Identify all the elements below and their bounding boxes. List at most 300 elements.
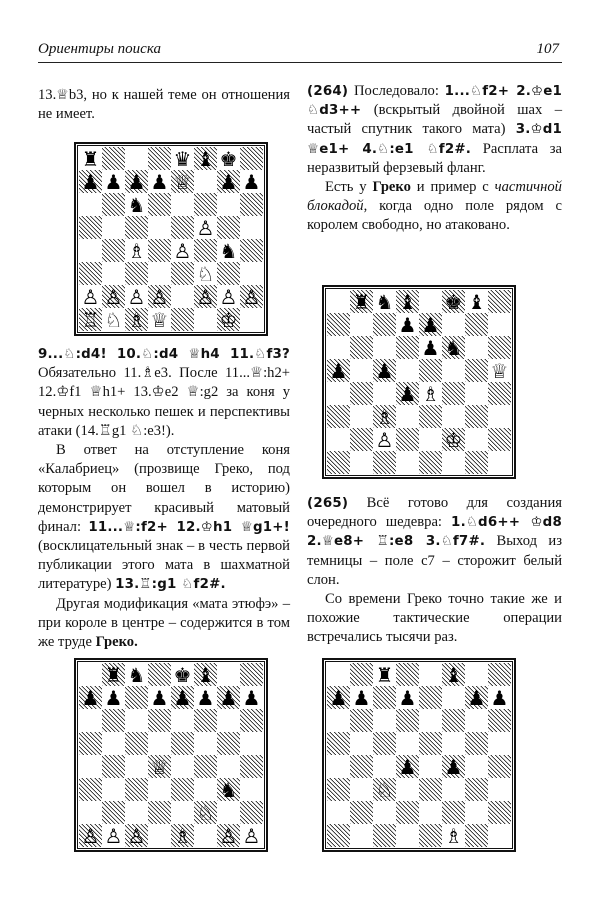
square-e5 [171,216,194,239]
square-d2 [396,428,419,451]
chess-piece-icon: ♟ [421,335,440,360]
square-b6 [102,193,125,216]
chess-piece-icon: ♟ [352,685,371,710]
square-c7 [125,686,148,709]
diagram-number-264: (264) [307,84,349,99]
square-b4 [102,755,125,778]
square-c8 [125,147,148,170]
square-d5 [148,216,171,239]
chess-piece-icon: ♟ [242,169,261,194]
square-h7 [488,686,511,709]
square-f4 [442,755,465,778]
chess-piece-icon: ♙ [127,823,146,848]
square-c4 [373,382,396,405]
square-g8 [465,663,488,686]
square-e7 [419,313,442,336]
square-c5 [373,359,396,382]
square-h6 [240,709,263,732]
mate-comment: (восклицательный знак – в честь первой публикации этого мата в шахматной литературе) [38,538,290,593]
square-a2 [327,801,350,824]
square-c1 [125,824,148,847]
square-a7 [79,170,102,193]
chess-diagram-2 [322,285,516,479]
chess-piece-icon: ♟ [329,358,348,383]
square-d7 [148,686,171,709]
square-d5 [148,732,171,755]
square-g6 [217,193,240,216]
chess-piece-icon: ♟ [81,685,100,710]
square-f2 [442,801,465,824]
chess-piece-icon: ♔ [219,307,238,332]
square-a3 [327,778,350,801]
chess-piece-icon: ♔ [444,427,463,452]
square-e4 [171,239,194,262]
square-c2 [125,801,148,824]
square-c3 [125,778,148,801]
square-c4 [125,755,148,778]
square-d6 [148,709,171,732]
square-f8 [442,290,465,313]
square-d1 [396,824,419,847]
square-a4 [327,755,350,778]
exit-text: Выход из темницы – поле c7 – сторожит белый слон. [307,533,562,588]
square-d3 [396,405,419,428]
square-d3 [148,262,171,285]
square-c1 [125,308,148,331]
square-a2 [327,428,350,451]
intro-text: b3, но к нашей теме он отношения не имеет. [38,87,290,123]
square-f5 [194,732,217,755]
square-d3 [396,778,419,801]
square-g8 [217,147,240,170]
square-f1 [194,824,217,847]
square-d8 [148,663,171,686]
modification-text: Другая модификация «мата этюфэ» – при короле в центре – содержится в том же труде [38,595,290,651]
chess-piece-icon: ♟ [398,381,417,406]
square-d8 [148,147,171,170]
square-c8 [373,663,396,686]
square-h2 [488,428,511,451]
header-rule [38,62,562,63]
square-c8 [373,290,396,313]
square-b2 [350,801,373,824]
chess-piece-icon: ♗ [173,823,192,848]
square-d3 [148,778,171,801]
square-c7 [373,686,396,709]
chess-piece-icon: ♟ [444,754,463,779]
square-b5 [102,732,125,755]
square-c2 [125,285,148,308]
square-b1 [350,824,373,847]
square-h6 [488,336,511,359]
square-f2 [194,801,217,824]
square-c3 [373,778,396,801]
square-e7 [171,170,194,193]
square-c1 [373,451,396,474]
square-e2 [419,801,442,824]
right-body [307,494,562,648]
square-e5 [419,732,442,755]
partial-blockade-italic: частичной блокадой [307,179,562,215]
square-d2 [148,801,171,824]
square-f6 [442,709,465,732]
since-greco-text: Со времени Греко точно такие же и похожие тактические операции встречались тысячи раз. [307,591,562,646]
square-e1 [419,451,442,474]
square-f2 [194,285,217,308]
square-h5 [240,216,263,239]
square-b8 [102,147,125,170]
square-h6 [240,193,263,216]
square-f6 [194,193,217,216]
square-f8 [194,663,217,686]
square-d1 [148,824,171,847]
chess-piece-icon: ♞ [444,335,463,360]
square-d8 [396,663,419,686]
chess-piece-icon: ♝ [444,662,463,687]
square-d7 [396,313,419,336]
square-a6 [79,709,102,732]
square-h7 [488,313,511,336]
square-g5 [465,359,488,382]
square-c3 [125,262,148,285]
square-d5 [396,359,419,382]
square-a8 [79,663,102,686]
square-b3 [350,405,373,428]
square-g5 [465,732,488,755]
left-body [38,345,290,652]
chess-piece-icon: ♗ [375,404,394,429]
square-b8 [350,290,373,313]
square-f6 [442,336,465,359]
square-b7 [102,170,125,193]
square-c5 [373,732,396,755]
square-a6 [327,709,350,732]
square-e5 [419,359,442,382]
square-h3 [240,778,263,801]
square-d4 [148,239,171,262]
chess-piece-icon: ♞ [127,192,146,217]
square-h5 [488,359,511,382]
square-b6 [350,336,373,359]
square-d2 [148,285,171,308]
chess-piece-icon: ♟ [127,169,146,194]
square-g2 [465,428,488,451]
square-b3 [102,262,125,285]
square-a6 [327,336,350,359]
square-h8 [240,147,263,170]
greco-example-b: и пример с [410,179,495,196]
intro-move: 13. [38,87,57,103]
square-c5 [125,732,148,755]
square-f5 [194,216,217,239]
square-g1 [465,824,488,847]
square-h8 [240,663,263,686]
chess-piece-icon: ♘ [196,261,215,286]
page-number: 107 [536,41,559,57]
square-h3 [240,262,263,285]
square-g4 [217,755,240,778]
chess-piece-icon: ♜ [352,289,371,314]
square-h1 [488,824,511,847]
square-h4 [240,239,263,262]
square-g3 [217,778,240,801]
chess-piece-icon: ♞ [375,289,394,314]
square-a3 [79,262,102,285]
chess-piece-icon: ♖ [81,307,100,332]
square-f5 [442,359,465,382]
square-g2 [217,801,240,824]
square-h5 [240,732,263,755]
square-g7 [465,313,488,336]
chess-piece-icon: ♕ [150,754,169,779]
square-d6 [396,336,419,359]
chess-piece-icon: ♞ [219,777,238,802]
chess-piece-icon: ♟ [490,685,509,710]
chess-piece-icon: ♟ [242,685,261,710]
square-e8 [171,663,194,686]
square-e4 [419,755,442,778]
chess-piece-icon: ♚ [219,146,238,171]
square-b4 [350,755,373,778]
chess-piece-icon: ♙ [81,284,100,309]
square-g4 [217,239,240,262]
square-b5 [350,359,373,382]
chess-piece-icon: ♟ [173,685,192,710]
square-f7 [442,686,465,709]
chess-piece-icon: ♙ [150,284,169,309]
square-g7 [217,686,240,709]
square-a3 [327,405,350,428]
greco-example-c: , когда одно поле рядом с королем свободно, но атаковано. [307,198,562,234]
chess-piece-icon: ♟ [421,312,440,337]
chess-piece-icon: ♟ [219,169,238,194]
square-h4 [488,382,511,405]
square-c5 [125,216,148,239]
masterpiece-text: Всё готово для создания очередного шедевра: [307,495,562,531]
square-e5 [171,732,194,755]
square-f7 [194,170,217,193]
chess-piece-icon: ♟ [398,754,417,779]
square-h4 [240,755,263,778]
square-f3 [194,262,217,285]
square-e6 [171,709,194,732]
square-g3 [465,405,488,428]
square-c3 [373,405,396,428]
chess-piece-icon: ♟ [150,685,169,710]
square-h1 [240,308,263,331]
chess-piece-icon: ♙ [173,238,192,263]
square-a8 [327,290,350,313]
chess-piece-icon: ♛ [173,146,192,171]
square-e3 [419,405,442,428]
square-g1 [217,824,240,847]
square-e3 [171,778,194,801]
chess-piece-icon: ♙ [127,284,146,309]
square-a8 [79,147,102,170]
square-h8 [488,663,511,686]
square-c4 [373,755,396,778]
mate-moves-b: 13.♖:g1 ♘f2#. [115,577,226,593]
square-g2 [465,801,488,824]
square-b2 [102,285,125,308]
queen-figurine: ♕ [56,87,69,103]
chess-piece-icon: ♟ [375,358,394,383]
square-d6 [396,709,419,732]
square-h7 [240,686,263,709]
square-e8 [419,663,442,686]
square-h8 [488,290,511,313]
square-g3 [217,262,240,285]
square-e1 [419,824,442,847]
chess-piece-icon: ♝ [398,289,417,314]
square-a8 [327,663,350,686]
board-grid-3 [79,663,263,847]
square-b6 [350,709,373,732]
square-f2 [442,428,465,451]
square-a4 [79,239,102,262]
chess-piece-icon: ♙ [219,284,238,309]
square-a5 [327,732,350,755]
square-b5 [102,216,125,239]
square-e1 [171,824,194,847]
square-f4 [194,755,217,778]
square-f7 [442,313,465,336]
greco-bold: Греко. [95,634,138,651]
chess-piece-icon: ♟ [196,685,215,710]
chess-piece-icon: ♙ [81,823,100,848]
variation-comment: Обязательно 11.♗e3. После 11...♕:h2+ 12.♔f1 ♕h1+ 13.♔e2 ♕:g2 за коня у черных несколько пешек и перспективы атаки (14.♖g1 ♘:e3!). [38,365,290,439]
square-f5 [442,732,465,755]
square-b3 [350,778,373,801]
square-h7 [240,170,263,193]
chess-piece-icon: ♙ [242,284,261,309]
chess-piece-icon: ♟ [81,169,100,194]
square-g2 [217,285,240,308]
square-f1 [442,824,465,847]
square-g6 [465,336,488,359]
chess-piece-icon: ♗ [444,823,463,848]
square-c7 [125,170,148,193]
square-d4 [148,755,171,778]
chess-piece-icon: ♚ [173,662,192,687]
square-e8 [171,147,194,170]
square-h1 [488,451,511,474]
moves-264-a: 1...♘f2+ 2.♔e1 ♘d3++ [307,84,562,119]
chess-piece-icon: ♟ [398,685,417,710]
square-e1 [171,308,194,331]
square-f8 [442,663,465,686]
square-g4 [465,382,488,405]
square-e7 [171,686,194,709]
square-b3 [102,778,125,801]
running-title: Ориентиры поиска [38,41,161,57]
square-g4 [465,755,488,778]
moves-265: 1.♘d6++ ♔d8 2.♕e8+ ♖:e8 3.♘f7#. [307,515,562,550]
square-h1 [240,824,263,847]
square-d2 [396,801,419,824]
square-g6 [465,709,488,732]
square-d8 [396,290,419,313]
square-b8 [102,663,125,686]
square-e6 [171,193,194,216]
square-d7 [396,686,419,709]
greco-intro: В ответ на отступление коня «Калабриец» (прозвище Греко, под которым он вошел в историю) демонстрирует красивый матовый финал: [38,442,290,535]
right-top [307,82,562,236]
square-d4 [396,755,419,778]
square-e4 [171,755,194,778]
payback-text: Расплата за неразвитый ферзевый фланг. [307,140,562,176]
square-f4 [194,239,217,262]
chess-piece-icon: ♗ [127,238,146,263]
square-a6 [79,193,102,216]
chess-piece-icon: ♚ [444,289,463,314]
mate-moves-a: 11...♕:f2+ 12.♔h1 ♕g1+! [88,519,290,535]
square-e7 [419,686,442,709]
chess-piece-icon: ♗ [127,307,146,332]
square-g7 [465,686,488,709]
square-c6 [373,709,396,732]
square-f1 [194,308,217,331]
chess-piece-icon: ♟ [104,169,123,194]
square-g6 [217,709,240,732]
square-b7 [350,686,373,709]
square-h2 [488,801,511,824]
square-b6 [102,709,125,732]
square-f6 [194,709,217,732]
square-c6 [125,193,148,216]
chess-piece-icon: ♙ [196,284,215,309]
square-f7 [194,686,217,709]
diagram-number-265: (265) [307,496,349,511]
square-a1 [327,824,350,847]
square-b4 [350,382,373,405]
square-h3 [488,778,511,801]
square-a3 [79,778,102,801]
chess-piece-icon: ♝ [467,289,486,314]
chess-piece-icon: ♝ [196,662,215,687]
square-e2 [171,285,194,308]
square-b4 [102,239,125,262]
square-b1 [350,451,373,474]
square-b8 [350,663,373,686]
square-c7 [373,313,396,336]
square-a7 [327,686,350,709]
chess-diagram-1 [74,142,268,336]
square-h4 [488,755,511,778]
square-a5 [79,216,102,239]
chess-piece-icon: ♙ [375,427,394,452]
square-a4 [79,755,102,778]
square-a1 [327,451,350,474]
square-c2 [373,428,396,451]
square-d1 [396,451,419,474]
chess-diagram-4 [322,658,516,852]
chess-piece-icon: ♗ [421,381,440,406]
square-e3 [419,778,442,801]
square-c4 [125,239,148,262]
square-g8 [465,290,488,313]
square-a1 [79,824,102,847]
chess-piece-icon: ♕ [173,169,192,194]
followed-text: Последовало: [348,83,445,99]
square-d4 [396,382,419,405]
square-h2 [240,285,263,308]
square-a4 [327,382,350,405]
chess-piece-icon: ♜ [375,662,394,687]
square-c6 [125,709,148,732]
square-b2 [102,801,125,824]
board-grid-1 [79,147,263,331]
